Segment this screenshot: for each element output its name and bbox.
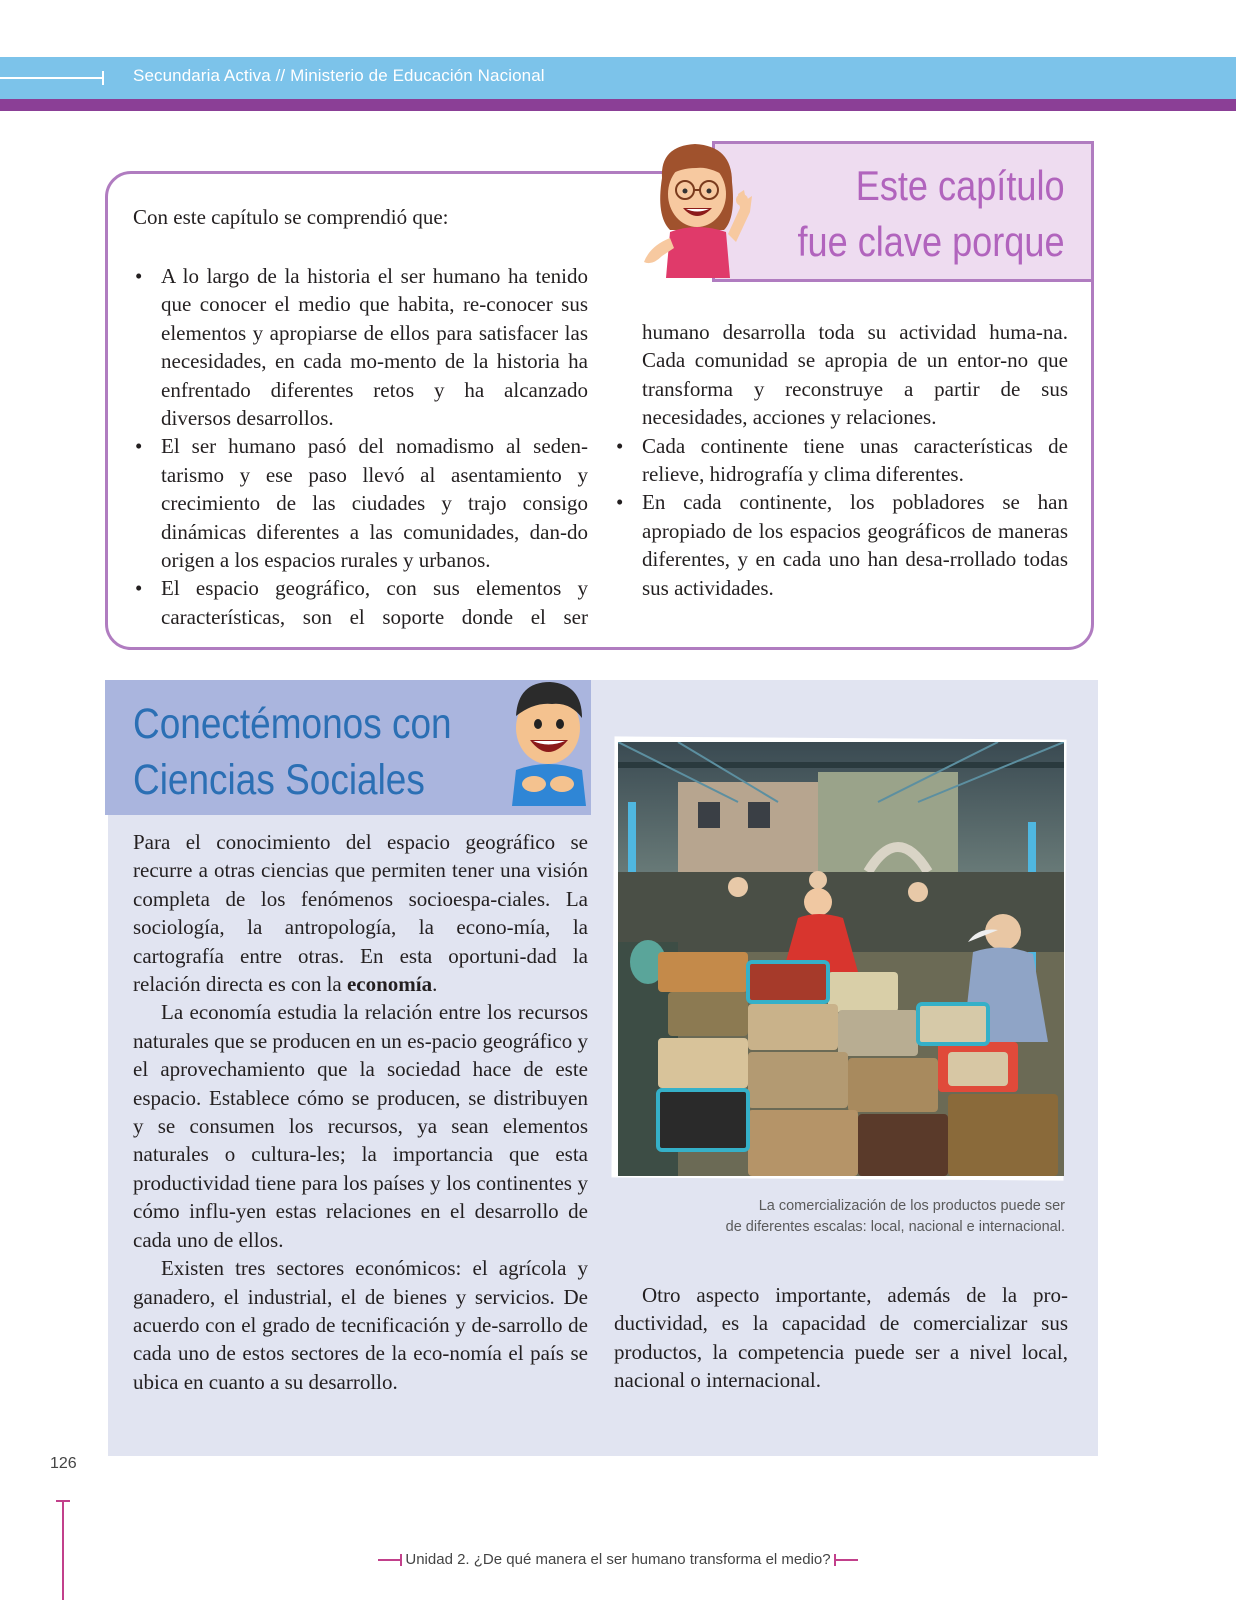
footer-question: ¿De qué manera el ser humano transforma el medio? [469,1551,831,1568]
section-paragraph-3: Existen tres sectores económicos: el agrícola y ganadero, el industrial, el de bienes y servicios. De acuerdo con el grado de tecnificación y de-sarrollo de cada uno de estos sectores de la eco-nomía el país se ubica en cuanto a su desarrollo. [133,1256,588,1394]
footer-rule [62,1500,64,1600]
summary-title-box [712,141,1094,282]
section-paragraph-4: Otro aspecto importante, además de la pro-ductividad, es la capacidad de comercializar sus productos, la competencia puede ser a nivel local, nacional o internacional. [614,1283,1068,1393]
section-paragraph-2: La economía estudia la relación entre los recursos naturales que se producen en un es-pacio geográfico y el aprovechamiento que la sociedad hace de este espacio. Establece cómo se producen, se distribuyen y se consumen los recursos, ya sean elementos naturales o cultura-les; la importancia que esta productividad tiene para los países y los continentes y cómo influ-yen estas relaciones en el desarrollo de cada uno de ellos. [133,1000,588,1252]
section-right-column [614,1281,1068,1395]
section-paragraph-1: Para el conocimiento del espacio geográfico se recurre a otras ciencias que permiten tener una visión completa de los fenómenos socioespa-ciales. La sociología, la antropología, la econo-mía, la cartografía entre otras. En esta oportuni-dad la relación directa es con la economía. [133,830,588,997]
summary-title: Este capítulo fue clave porque [797,162,1065,265]
summary-bullet: • En cada continente, los pobladores se han apropiado de los espacios geográficos de maneras diferentes, y en cada uno han desa-rrollado todas sus actividades. [614,488,1068,602]
header-stripe [0,99,1236,111]
girl-teacher-mascot [640,138,760,278]
summary-bullet: • El ser humano pasó del nomadismo al seden-tarismo y ese paso llevó al asentamiento y crecimiento de las ciudades y trajo consigo dinámicas diferentes a las comunidades, dan-do origen a los espacios rurales y urbanos. [133,432,588,574]
summary-bullet: • El espacio geográfico, con sus elementos y características, son el soporte donde el ser [133,574,588,631]
summary-intro: Con este capítulo se comprendió que: [133,205,449,229]
keyword-economia: economía [346,972,433,997]
market-photo [618,742,1064,1176]
summary-left-column [133,262,588,631]
boy-student-mascot [504,676,594,816]
summary-right-column [614,318,1068,602]
footer-left-bar [378,1559,402,1561]
summary-bullet: • Cada continente tiene unas características de relieve, hidrografía y clima diferentes. [614,432,1068,489]
header-title: Secundaria Activa // Ministerio de Educación Nacional [133,66,545,85]
summary-bullet: • A lo largo de la historia el ser humano ha tenido que conocer el medio que habita, re-conocer sus elementos y apropiarse de ellos para satisfacer las necesidades, en cada mo-mento de la historia ha enfrentado diferentes retos y ha alcanzado diversos desarrollos. [133,262,588,432]
section-left-column [133,828,588,1396]
header-rule [0,77,104,79]
photo-caption: La comercialización de los productos puede ser de diferentes escalas: local, nacional e internacional. [725,1198,1065,1235]
header-rule-tick [102,71,104,85]
footer-right-bar [834,1559,858,1561]
section-title: Conectémonos con Ciencias Sociales [133,700,452,804]
section-background-edge [590,706,1080,716]
page-number: 126 [50,1455,77,1472]
summary-bullet-continued: humano desarrolla toda su actividad huma-na. Cada comunidad se apropia de un entor-no que transforma y reconstruye a partir de sus necesidades, acciones y relaciones. [642,320,1068,430]
footer-unit: Unidad 2. [405,1551,470,1568]
footer [0,1551,1236,1568]
